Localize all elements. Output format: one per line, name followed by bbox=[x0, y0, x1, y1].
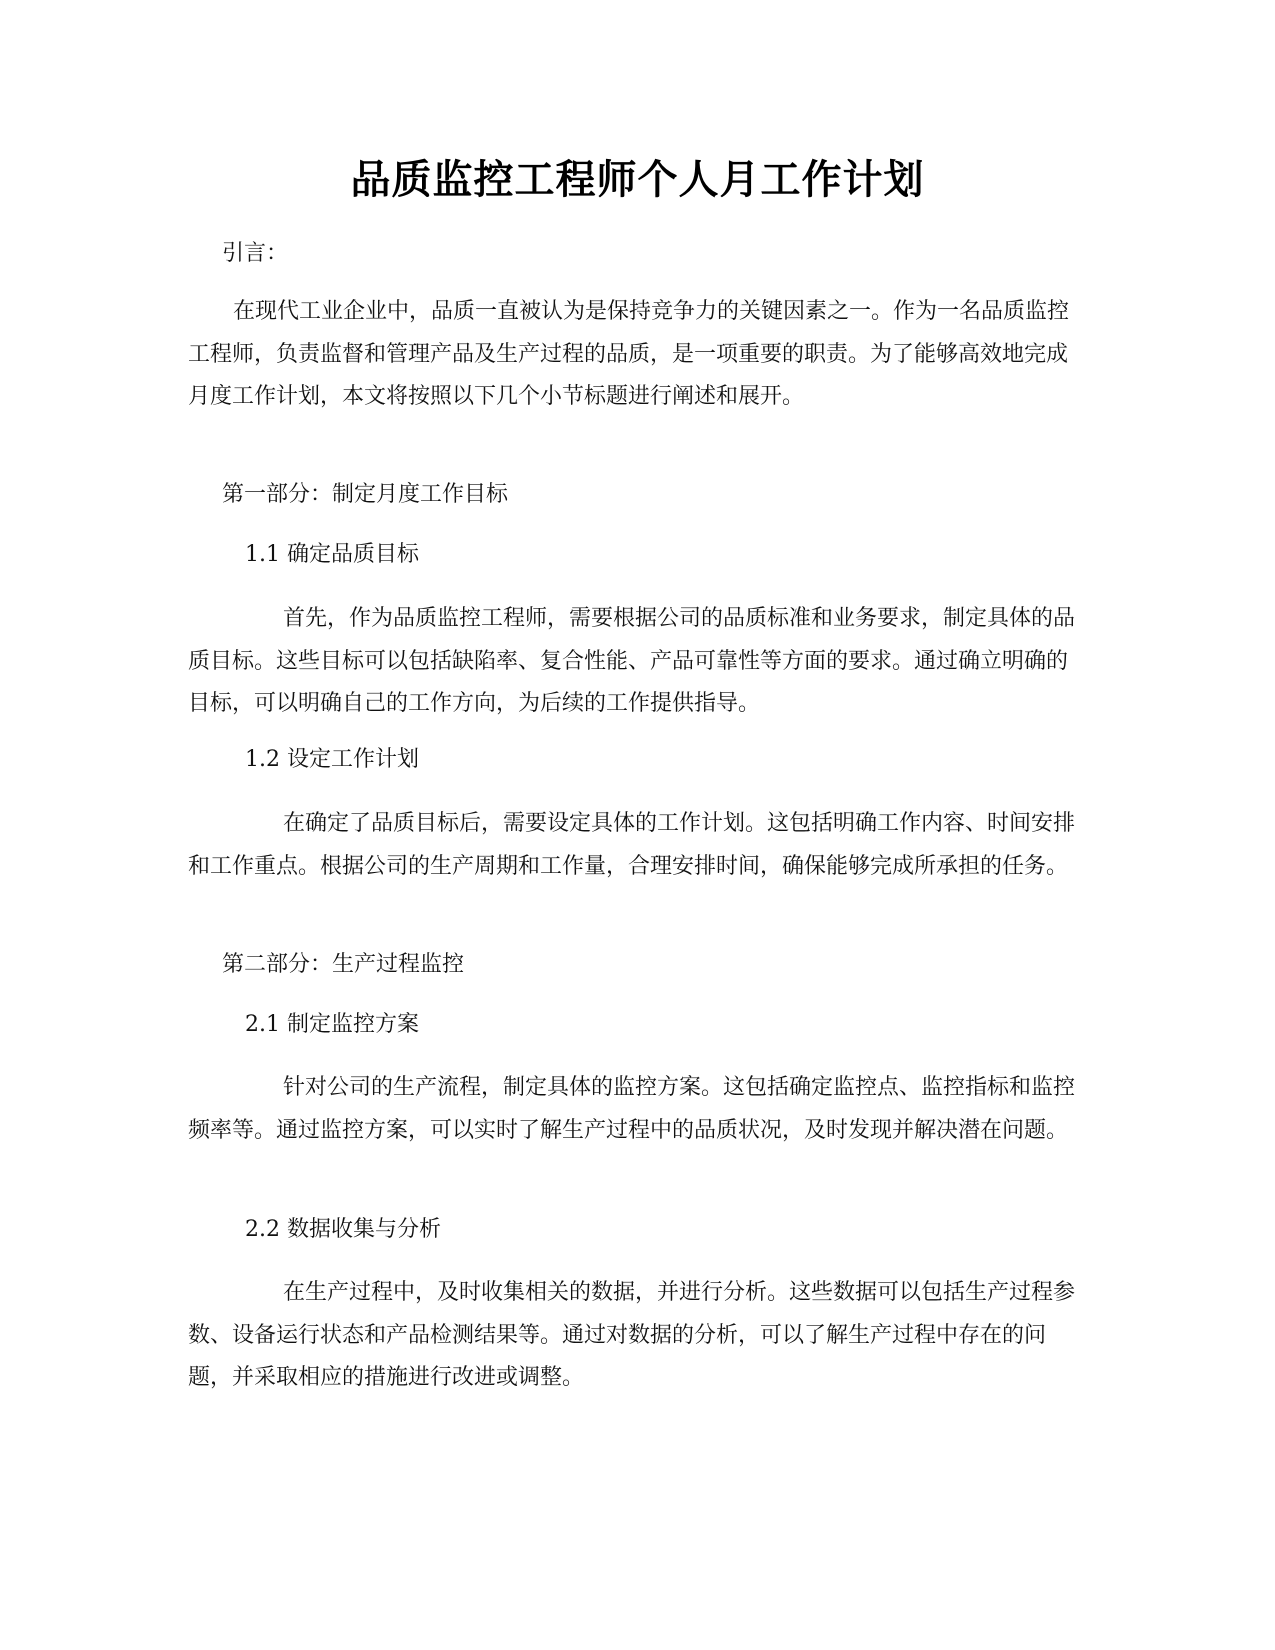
section-1-1-heading: 1.1 确定品质目标 bbox=[245, 542, 419, 567]
section-2-2-heading: 2.2 数据收集与分析 bbox=[245, 1217, 441, 1242]
intro-heading: 引言： bbox=[222, 241, 289, 266]
section-1-1-paragraph: 首先，作为品质监控工程师，需要根据公司的品质标准和业务要求，制定具体的品质目标。这些目标可以包括缺陷率、复合性能、产品可靠性等方面的要求。通过确立明确的目标，可以明确自己的工作方向，为后续的工作提供指导。 bbox=[188, 606, 1076, 716]
section-2-1-heading: 2.1 制定监控方案 bbox=[245, 1012, 419, 1037]
section-2-2-paragraph: 在生产过程中，及时收集相关的数据，并进行分析。这些数据可以包括生产过程参数、设备运行状态和产品检测结果等。通过对数据的分析，可以了解生产过程中存在的问题，并采取相应的措施进行改进或调整。 bbox=[188, 1280, 1076, 1390]
section-1-2-heading: 1.2 设定工作计划 bbox=[245, 747, 419, 772]
section-1-2-paragraph: 在确定了品质目标后，需要设定具体的工作计划。这包括明确工作内容、时间安排和工作重点。根据公司的生产周期和工作量，合理安排时间，确保能够完成所承担的任务。 bbox=[188, 811, 1076, 879]
intro-paragraph: 在现代工业企业中，品质一直被认为是保持竞争力的关键因素之一。作为一名品质监控工程师，负责监督和管理产品及生产过程的品质，是一项重要的职责。为了能够高效地完成月度工作计划，本文将按照以下几个小节标题进行阐述和展开。 bbox=[188, 299, 1070, 409]
document-title: 品质监控工程师个人月工作计划 bbox=[350, 157, 925, 203]
part2-heading: 第二部分：生产过程监控 bbox=[222, 952, 465, 977]
section-2-1-paragraph: 针对公司的生产流程，制定具体的监控方案。这包括确定监控点、监控指标和监控频率等。通过监控方案，可以实时了解生产过程中的品质状况，及时发现并解决潜在问题。 bbox=[188, 1075, 1076, 1143]
part1-heading: 第一部分：制定月度工作目标 bbox=[222, 482, 509, 507]
